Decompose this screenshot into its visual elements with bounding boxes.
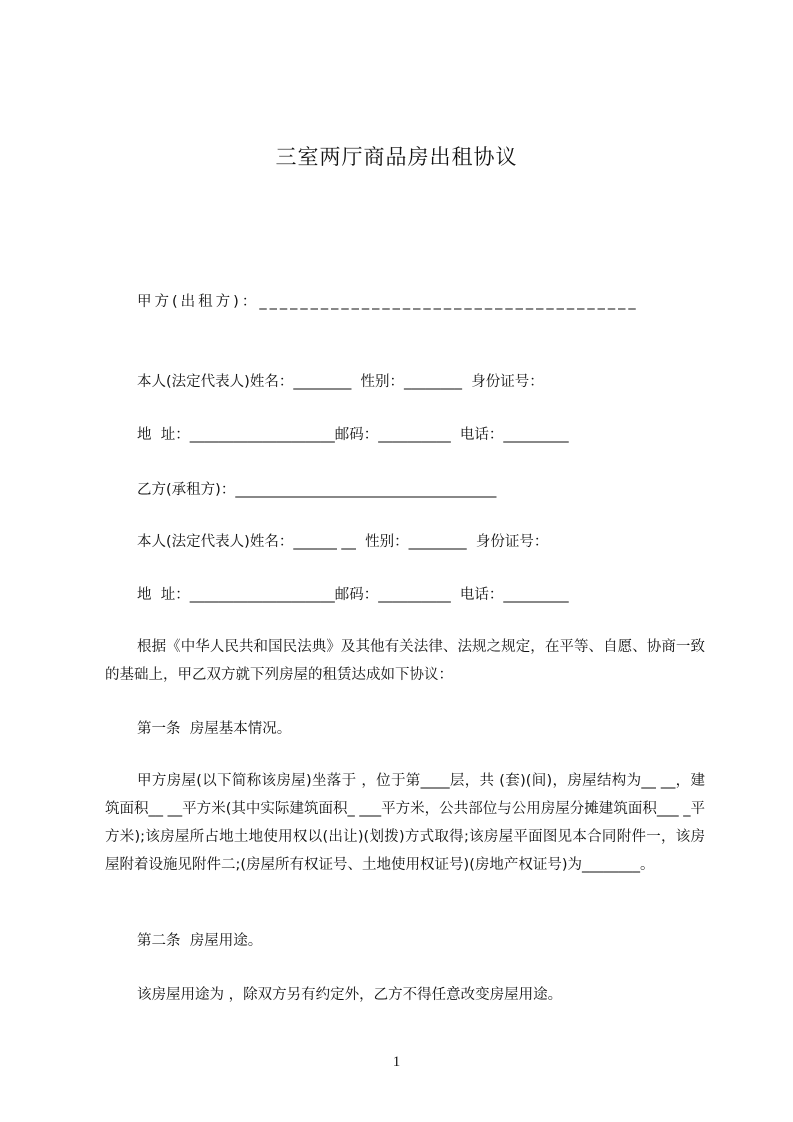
page-number: 1 — [392, 1054, 401, 1070]
party-a-address-line: 地 址：____________________邮码：__________ 电话：_________ — [137, 427, 569, 443]
party-a-line: 甲方(出租方)：_____________________________________ — [137, 294, 639, 310]
article-1-body: 甲方房屋(以下简称该房屋)坐落于 ，位于第____层，共 (套)(间)，房屋结构为__ __，建筑面积__ __平方米(其中实际建筑面积_ ___平方米，公共部位与公用房屋分摊建筑面积___ _平方米);该房屋所占地土地使用权以(出让)(划拨)方式取得;该房屋平面图见本合同附件一，该房屋附着设施见附件二;(房屋所有权证号、土地使用权证号)(房地产权证号)为________。 — [105, 773, 705, 873]
article-2-heading: 第二条 房屋用途。 — [137, 933, 263, 949]
preamble-paragraph: 根据《中华人民共和国民法典》及其他有关法律、法规之规定，在平等、自愿、协商一致的基础上，甲乙双方就下列房屋的租赁达成如下协议： — [105, 639, 705, 683]
party-b-address-line: 地 址：____________________邮码：__________ 电话：_________ — [137, 587, 569, 603]
party-b-line: 乙方(承租方)：____________________________________ — [137, 482, 497, 498]
party-a-person-line: 本人(法定代表人)姓名：________ 性别：________ 身份证号： — [137, 374, 544, 390]
party-b-person-line: 本人(法定代表人)姓名：______ __ 性别：________ 身份证号： — [137, 534, 549, 550]
article-1-heading: 第一条 房屋基本情况。 — [137, 721, 292, 737]
document-title: 三室两厅商品房出租协议 — [275, 145, 518, 169]
article-2-body: 该房屋用途为 ，除双方另有约定外，乙方不得任意改变房屋用途。 — [137, 987, 563, 1003]
